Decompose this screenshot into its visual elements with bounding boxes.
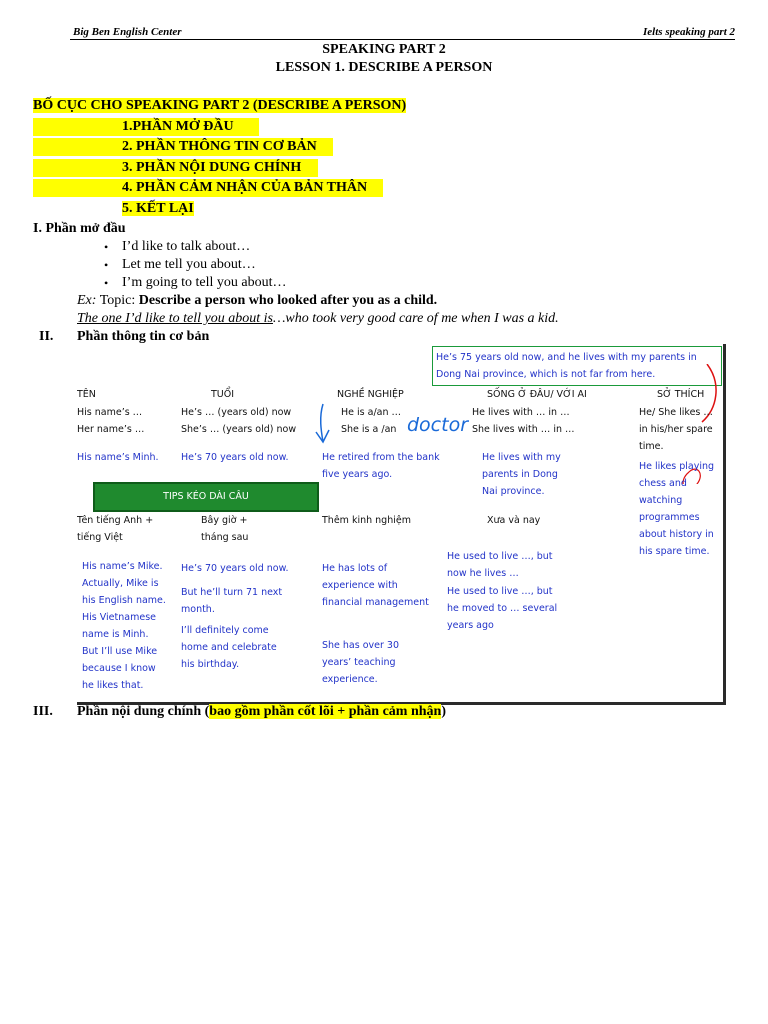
table-cell: Bây giờ + tháng sau: [201, 515, 249, 543]
outline-item-1: 1.PHẦN MỞ ĐẦU: [122, 119, 234, 134]
outline-item-4: 4. PHẦN CẢM NHẬN CỦA BẢN THÂN: [122, 180, 368, 195]
table-cell: His name’s Mike. Actually, Mike is his English name. His Vietnamese name is Minh. But I’ll use Mike because I know he likes that.: [82, 561, 166, 691]
header-right: Ielts speaking part 2: [643, 26, 735, 38]
section3-heading: Phần nội dung chính (bao gồm phần cốt lõi + phần cảm nhận): [77, 704, 447, 719]
outline-heading: BỐ CỤC CHO SPEAKING PART 2 (DESCRIBE A PERSON): [33, 98, 407, 113]
outline-item-3: 3. PHẦN NỘI DUNG CHÍNH: [122, 160, 302, 175]
table-cell: He used to live …, but now he lives …: [447, 551, 553, 579]
column-header: TUỔI: [211, 389, 235, 400]
table-cell: He is a/an … She is a /an: [341, 407, 402, 435]
example-topic: Ex: Topic: Describe a person who looked after you as a child.: [77, 293, 438, 308]
table-cell: He has lots of experience with financial management: [322, 563, 429, 608]
section2-heading: Phần thông tin cơ bản: [77, 329, 210, 344]
outline-item-5: 5. KẾT LẠI: [122, 201, 194, 216]
table-cell: I’ll definitely come home and celebrate his birthday.: [181, 625, 277, 670]
table-cell: He’s 70 years old now.: [181, 452, 289, 463]
handwritten-note-box: He’s 75 years old now, and he lives with my parents in Dong Nai province, which is not far from here.: [432, 346, 722, 386]
section1-heading: I. Phần mở đầu: [33, 221, 126, 236]
lesson-title: LESSON 1. DESCRIBE A PERSON: [275, 60, 493, 75]
page-title: SPEAKING PART 2: [322, 42, 446, 57]
table-cell: He’s 70 years old now.: [181, 563, 289, 574]
header-left: Big Ben English Center: [73, 26, 182, 38]
basic-info-table-image: [77, 344, 726, 705]
table-cell: Tên tiếng Anh + tiếng Việt: [77, 515, 154, 543]
bullet-dot: •: [104, 258, 109, 272]
column-header: SỐNG Ở ĐÂU/ VỚI AI: [487, 389, 587, 400]
outline-item-2: 2. PHẦN THÔNG TIN CƠ BẢN: [122, 139, 317, 154]
table-cell: He used to live …, but he moved to … several years ago: [447, 586, 558, 631]
table-cell: Thêm kinh nghiệm: [322, 515, 411, 526]
table-cell: His name’s … Her name’s …: [77, 407, 145, 435]
down-arrow-icon: [313, 402, 333, 447]
table-cell: He lives with my parents in Dong Nai province.: [482, 452, 561, 497]
bullet-dot: •: [104, 240, 109, 254]
bullet-dot: •: [104, 276, 109, 290]
column-header: SỞ THÍCH: [657, 389, 705, 400]
table-cell: He/ She likes … in his/her spare time.: [639, 407, 713, 452]
table-cell: He likes playing chess and watching programmes about history in his spare time.: [639, 461, 715, 557]
bullet-item: Let me tell you about…: [122, 257, 256, 272]
table-cell: But he’ll turn 71 next month.: [181, 587, 283, 615]
bullet-item: I’m going to tell you about…: [122, 275, 287, 290]
table-cell: She has over 30 years’ teaching experience.: [322, 640, 400, 685]
column-header: TÊN: [77, 389, 96, 400]
tips-banner: TIPS KÉO DÀI CÂU: [93, 482, 319, 512]
section3-numeral: III.: [33, 704, 53, 719]
table-cell: He lives with … in … She lives with … in …: [472, 407, 575, 435]
table-cell: His name’s Minh.: [77, 452, 159, 463]
section2-numeral: II.: [39, 329, 54, 344]
column-header: NGHỀ NGHIỆP: [337, 389, 404, 400]
bullet-item: I’d like to talk about…: [122, 239, 251, 254]
table-cell: He’s … (years old) now She’s … (years old) now: [181, 407, 297, 435]
table-cell: He retired from the bank five years ago.: [322, 452, 440, 480]
example-sample: The one I’d like to tell you about is…who took very good care of me when I was a kid.: [77, 311, 559, 326]
page-header: [70, 26, 735, 40]
table-cell: Xưa và nay: [487, 515, 541, 526]
handwritten-doctor: doctor: [407, 414, 469, 436]
